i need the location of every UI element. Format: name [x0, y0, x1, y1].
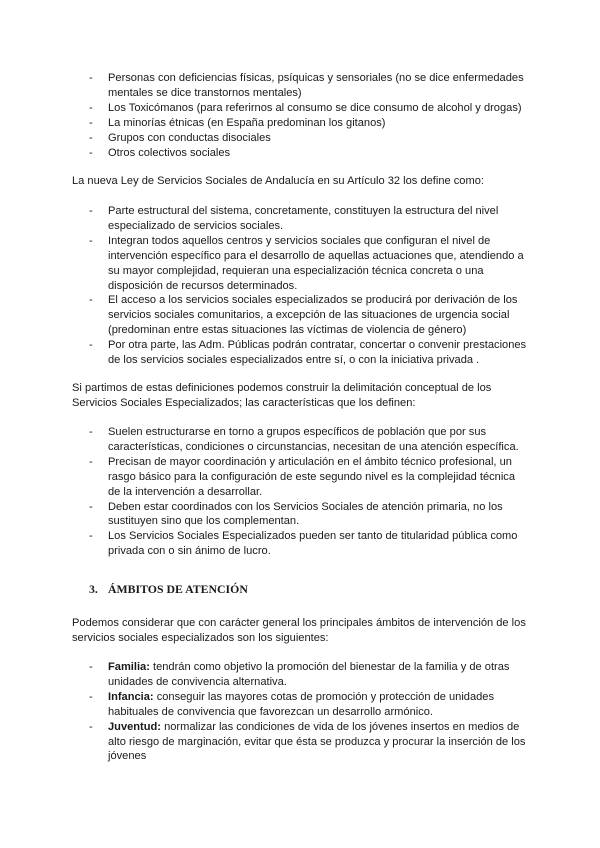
dash-bullet: - — [89, 72, 93, 84]
dash-bullet: - — [89, 720, 93, 733]
list-item-line: especializado de servicios sociales. — [108, 219, 284, 232]
dash-bullet: - — [89, 455, 93, 468]
paragraph-line: Podemos considerar que con carácter general los principales ámbitos de intervención de los — [72, 617, 526, 629]
dash-bullet: - — [89, 234, 93, 247]
dash-bullet: - — [89, 661, 93, 673]
list-item-line: Precisan de mayor coordinación y articulación en el ámbito técnico profesional, un — [108, 455, 512, 468]
list-item-line: sustituyen sino que los complementan. — [108, 515, 300, 528]
list-item-line: Grupos con conductas disociales — [108, 131, 271, 144]
scope-text: normalizar las condiciones de vida de los jóvenes insertos en medios de — [161, 720, 520, 733]
list-item — [89, 131, 529, 146]
list-item — [89, 116, 529, 131]
list-item-line: Integran todos aquellos centros y servicios sociales que configuran el nivel de — [108, 234, 491, 247]
dash-bullet: - — [89, 131, 93, 144]
list-item-line: Otros colectivos sociales — [108, 146, 231, 159]
law-intro-paragraph — [72, 174, 532, 189]
list-item — [89, 71, 529, 101]
list-item-line: Los Servicios Sociales Especializados pueden ser tanto de titularidad pública como — [108, 530, 518, 543]
section-number: 3. — [89, 582, 98, 596]
list-item-line: rasgo básico para la configuración de este segundo nivel es la complejidad técnica — [108, 470, 516, 483]
list-item-line: alto riesgo de marginación, evitar que ésta se produzca y procurar la inserción de los — [108, 735, 526, 748]
paragraph-line: servicios sociales especializados son los siguientes: — [72, 631, 329, 644]
list-item-line: características, condiciones o circunstancias, necesitan de una atención específica. — [108, 440, 519, 453]
dash-bullet: - — [89, 116, 93, 129]
dash-bullet: - — [89, 101, 93, 114]
list-item-line: La minorías étnicas (en España predominan los gitanos) — [108, 116, 386, 129]
definitions-paragraph — [72, 381, 532, 411]
paragraph-line: Servicios Sociales Especializados; las características que los definen: — [72, 396, 416, 409]
affected-groups-list — [89, 71, 529, 160]
dash-bullet: - — [89, 294, 93, 307]
section-title: ÁMBITOS DE ATENCIÓN — [108, 582, 248, 596]
characteristics-list — [89, 425, 529, 559]
dash-bullet: - — [89, 530, 93, 543]
list-item-line: mentales se dice transtornos mentales) — [108, 86, 302, 99]
list-item-line: Parte estructural del sistema, concretamente, constituyen la estructura del nivel — [108, 205, 499, 217]
paragraph-line: Si partimos de estas definiciones podemos construir la delimitación conceptual de los — [72, 382, 492, 394]
list-item-line: (predominan entre estas situaciones las víctimas de violencia de género) — [108, 324, 467, 337]
list-item-line: Deben estar coordinados con los Servicios Sociales de atención primaria, no los — [108, 500, 503, 513]
scope-text: conseguir las mayores cotas de promoción y protección de unidades — [153, 690, 495, 703]
list-item — [89, 293, 529, 338]
list-item — [89, 455, 529, 500]
scope-term: Familia: — [108, 661, 150, 673]
scopes-list — [89, 660, 529, 764]
list-item — [89, 101, 529, 116]
dash-bullet: - — [89, 339, 93, 352]
list-item — [89, 204, 529, 234]
list-item — [89, 146, 529, 161]
list-item-line: Por otra parte, las Adm. Públicas podrán contratar, concertar o convenir prestaciones — [108, 339, 527, 352]
list-item-line: su mayor complejidad, requieran una especialización técnica concreta o una — [108, 264, 484, 277]
list-item-line: de la intervención a desarrollar. — [108, 485, 263, 498]
list-item — [89, 234, 529, 294]
list-item — [89, 660, 529, 690]
list-item-line — [108, 720, 529, 735]
list-item-line: disposición de recursos determinados. — [108, 279, 298, 292]
list-item-line: habituales de convivencia que favorezcan un desarrollo armónico. — [108, 705, 433, 718]
list-item-line: jóvenes — [108, 750, 147, 763]
list-item — [89, 500, 529, 530]
section-heading — [89, 582, 248, 597]
list-item-line: servicios sociales comunitarios, a excepción de las situaciones de urgencia social — [108, 309, 510, 322]
list-item — [89, 338, 529, 368]
list-item-line: Los Toxicómanos (para referirnos al consumo se dice consumo de alcohol y drogas) — [108, 101, 522, 114]
scope-term: Infancia: — [108, 690, 154, 703]
dash-bullet: - — [89, 500, 93, 513]
scope-term: Juventud: — [108, 720, 162, 733]
list-item — [89, 690, 529, 720]
dash-bullet: - — [89, 146, 93, 159]
list-item-line — [108, 660, 529, 675]
list-item-line: Personas con deficiencias físicas, psíquicas y sensoriales (no se dice enfermedades — [108, 72, 524, 84]
list-item-line — [108, 690, 529, 705]
law-definition-list — [89, 204, 529, 368]
list-item — [89, 425, 529, 455]
list-item-line: intervención específico para el desarrollo de aquellas actuaciones que, atendiendo a — [108, 249, 524, 262]
list-item-line: privada con o sin ánimo de lucro. — [108, 545, 271, 558]
dash-bullet: - — [89, 205, 93, 217]
list-item-line: de los servicios sociales especializados entre sí, o con la iniciativa privada . — [108, 354, 480, 367]
list-item-line: El acceso a los servicios sociales especializados se producirá por derivación de los — [108, 294, 518, 307]
list-item-line: unidades de convivencia alternativa. — [108, 675, 287, 688]
list-item — [89, 720, 529, 765]
dash-bullet: - — [89, 426, 93, 438]
list-item-line: Suelen estructurarse en torno a grupos específicos de población que por sus — [108, 426, 487, 438]
scopes-intro-paragraph — [72, 616, 532, 646]
scope-text: tendrán como objetivo la promoción del bienestar de la familia y de otras — [149, 661, 510, 673]
paragraph-line: La nueva Ley de Servicios Sociales de Andalucía en su Artículo 32 los define como: — [72, 175, 484, 187]
dash-bullet: - — [89, 690, 93, 703]
list-item — [89, 529, 529, 559]
